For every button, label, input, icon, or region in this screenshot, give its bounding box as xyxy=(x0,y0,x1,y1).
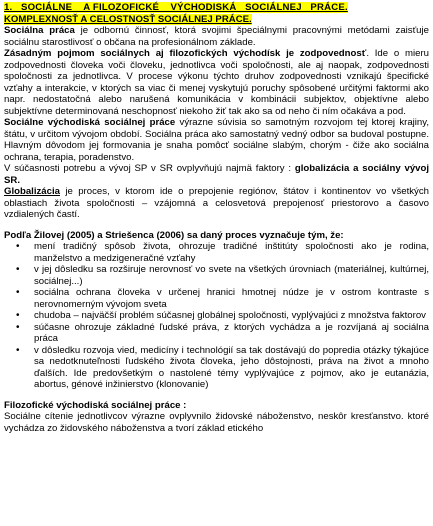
paragraph-philosophical xyxy=(4,411,429,434)
list-item: • chudoba – najväčší problém súčasnej globálnej spoločnosti, vyplývajúci z množstva faktorov xyxy=(34,310,429,322)
term-globalizacia: globalizácia xyxy=(294,163,350,174)
paragraph-text: Sociálne cítenie jednotlivcov výrazne ovplyvnilo židovské náboženstvo, neskôr kresťanstvo. ktoré vychádza zo židovského náboženstva a tvorí základ etického xyxy=(4,411,429,434)
document-title xyxy=(4,2,429,25)
authors-heading: Podľa Žilovej (2005) a Striešenca (2006) sa daný proces vyznačuje tým, že: xyxy=(4,229,344,241)
paragraph-globalization xyxy=(4,186,429,221)
title-line-1: 1. SOCIÁLNE A FILOZOFICKÉ VÝCHODISKÁ SOCIÁLNEJ PRÁCE. xyxy=(4,2,348,13)
paragraph-social-basis xyxy=(4,117,429,163)
paragraph-text: je odbornú činnosť, ktorá svojimi špeciálnymi pracovnými metódami zaisťuje sociálnu starostlivosť o občana na profesionálnom základe. xyxy=(4,25,429,48)
title-line-2: KOMPLEXNOSŤ A CELOSTNOSŤ SOCIÁLNEJ PRÁCE. xyxy=(4,13,252,25)
paragraph-text: V súčasnosti potrebu a vývoj SP v SR ovplyvňujú najmä faktory : xyxy=(4,163,295,174)
bullet-list xyxy=(4,241,429,391)
term-zodpovednost: Zásadným pojmom sociálnych aj filozofických východísk je zodpovednosť xyxy=(4,48,367,59)
paragraph-text: . Ide o mieru zodpovednosti človeka voči človeku, jednotlivca voči spoločnosti, ale aj naopak, zodpovednosti spoločnosti za jednotlivca. V procese výkonu týchto druhov zodpovednosti vznikajú špecifické vzťahy a interakcie, v ktorých sa viac či menej vyskytujú poruchy spôsobené určitými faktormi ako napr. nedostatočná alebo narušená komunikácia v kombinácii subjektov, objektívne alebo subjektívne determinovaná neschopnosť niekoho žiť tak ako sa od neho či ním očakáva a pod. xyxy=(4,48,429,117)
paragraph-factors xyxy=(4,163,429,186)
philosophical-heading: Filozofické východiská sociálnej práce : xyxy=(4,399,187,411)
list-item: • v dôsledku rozvoja vied, medicíny i technológií sa tak dostávajú do popredia otázky týkajúce sa nedotknuteľnosti ľudského života človeka, jeho dôstojnosti, práva na život a mnoho ďalších. Ide predovšetkým o nastolené témy vyplývajúce z pojmov, ako je eutanázia, abortus, génové inžinierstvo (klonovanie) xyxy=(34,345,429,391)
list-item: • v jej dôsledku sa rozširuje nerovnosť vo svete na všetkých úrovniach (materiálnej, kultúrnej, sociálnej...) xyxy=(34,264,429,287)
term-globalizacia-definition: Globalizácia xyxy=(4,186,60,197)
paragraph-text: je proces, v ktorom ide o prepojenie regiónov, štátov i kontinentov vo všetkých oblastiach života spoločnosti – vzájomná a celosvetová prepojenosť priestorovo a časovo vzdialených častí. xyxy=(4,186,429,220)
list-item: • sociálna ochrana človeka v určenej hranici hmotnej núdze je v ostrom kontraste s nerovnomerným vývojom sveta xyxy=(34,287,429,310)
list-item: • mení tradičný spôsob života, ohrozuje tradičné inštitúty spoločnosti ako je rodina, manželstvo a medzigeneračné vzťahy xyxy=(34,241,429,264)
term-socialne-vychodiska: Sociálne východiská sociálnej práce xyxy=(4,117,176,128)
term-socialna-praca: Sociálna práca xyxy=(4,25,75,36)
paragraph-definition xyxy=(4,25,429,48)
paragraph-authors xyxy=(4,230,429,242)
paragraph-philosophical-heading xyxy=(4,400,429,412)
paragraph-text: výrazne súvisia so samotným rozvojom tej ktorej krajiny, štátu, v určitom vývojom období. Sociálna práca ako samostatný vedný odbor sa budoval postupne. Hlavným dôvodom jej formovania je snaha pomôcť sociálne slabým, chorým - čiže ako sociálna ochrana, terapia, poradenstvo. xyxy=(4,117,429,163)
paragraph-responsibility xyxy=(4,48,429,117)
list-item: • súčasne ohrozuje základné ľudské práva, z ktorých vychádza a je rozvíjaná aj sociálna práca xyxy=(34,322,429,345)
term-socialny-vyvoj: a sociálny vývoj SR. xyxy=(4,163,430,186)
